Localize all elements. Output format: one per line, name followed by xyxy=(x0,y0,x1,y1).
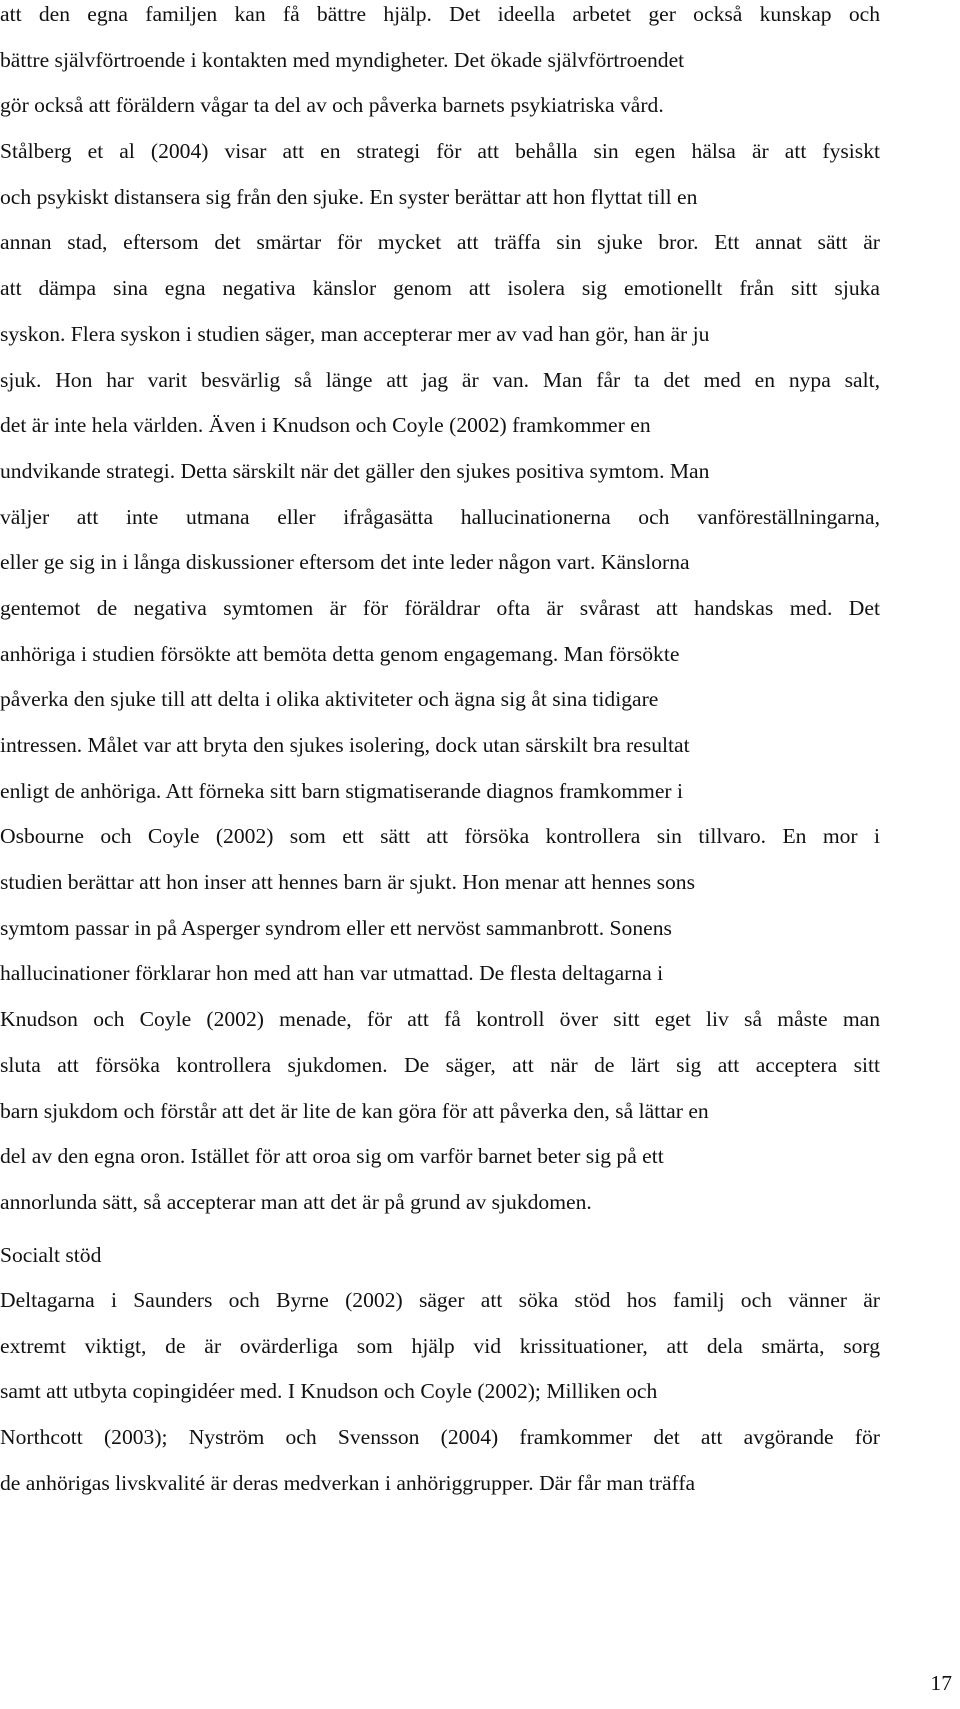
text-line: barn sjukdom och förstår att det är lite de kan göra för att påverka den, så lättar en xyxy=(0,1098,709,1123)
text-line: extremt viktigt, de är ovärderliga som hjälp vid krissituationer, att dela smärta, sorg xyxy=(0,1333,880,1358)
text-line: annan stad, eftersom det smärtar för mycket att träffa sin sjuke bror. Ett annat sätt är xyxy=(0,230,880,255)
text-line: att dämpa sina egna negativa känslor genom att isolera sig emotionellt från sitt sjuka xyxy=(0,276,880,301)
text-line: annorlunda sätt, så accepterar man att det är på grund av sjukdomen. xyxy=(0,1189,592,1214)
text-line: gentemot de negativa symtomen är för föräldrar ofta är svårast att handskas med. Det xyxy=(0,595,880,620)
text-line: del av den egna oron. Istället för att oroa sig om varför barnet beter sig på ett xyxy=(0,1144,664,1169)
text-line: syskon. Flera syskon i studien säger, man accepterar mer av vad han gör, han är ju xyxy=(0,321,710,346)
text-line: det är inte hela världen. Även i Knudson och Coyle (2002) framkommer en xyxy=(0,413,651,438)
body-paragraph-social-support xyxy=(0,1278,880,1506)
text-line: samt att utbyta copingidéer med. I Knudson och Coyle (2002); Milliken och xyxy=(0,1379,658,1404)
text-line: Osbourne och Coyle (2002) som ett sätt att försöka kontrollera sin tillvaro. En mor i xyxy=(0,824,880,849)
text-line: anhöriga i studien försökte att bemöta detta genom engagemang. Man försökte xyxy=(0,641,680,666)
text-line: påverka den sjuke till att delta i olika aktiviteter och ägna sig åt sina tidigare xyxy=(0,687,659,712)
text-line: undvikande strategi. Detta särskilt när det gäller den sjukes positiva symtom. Man xyxy=(0,458,710,483)
text-line: bättre självförtroende i kontakten med myndigheter. Det ökade självförtroendet xyxy=(0,47,685,72)
text-line: Northcott (2003); Nyström och Svensson (2004) framkommer det att avgörande för xyxy=(0,1425,880,1450)
text-line: symtom passar in på Asperger syndrom eller ett nervöst sammanbrott. Sonens xyxy=(0,915,672,940)
text-line: Deltagarna i Saunders och Byrne (2002) säger att söka stöd hos familj och vänner är xyxy=(0,1288,880,1312)
page-number: 17 xyxy=(930,1671,952,1695)
text-line: gör också att föräldern vågar ta del av och påverka barnets psykiatriska vård. xyxy=(0,93,664,118)
text-line: hallucinationer förklarar hon med att han var utmattad. De flesta deltagarna i xyxy=(0,961,664,986)
text-line: och psykiskt distansera sig från den sjuke. En syster berättar att hon flyttat till en xyxy=(0,184,698,209)
section-heading: Socialt stöd xyxy=(0,1243,102,1267)
text-line: sjuk. Hon har varit besvärlig så länge att jag är van. Man får ta det med en nypa salt, xyxy=(0,367,880,392)
text-line: väljer att inte utmana eller ifrågasätta hallucinationerna och vanföreställningarna, xyxy=(0,504,880,529)
text-line: intressen. Målet var att bryta den sjukes isolering, dock utan särskilt bra resultat xyxy=(0,733,690,757)
text-line: de anhörigas livskvalité är deras medverkan i anhöriggrupper. Där får man träffa xyxy=(0,1470,696,1495)
text-line: Knudson och Coyle (2002) menade, för att få kontroll över sitt eget liv så måste man xyxy=(0,1007,880,1032)
text-line: eller ge sig in i långa diskussioner eftersom det inte leder någon vart. Känslorna xyxy=(0,550,690,575)
text-line: att den egna familjen kan få bättre hjälp. Det ideella arbetet ger också kunskap och xyxy=(0,2,880,26)
text-line: studien berättar att hon inser att hennes barn är sjukt. Hon menar att hennes sons xyxy=(0,870,696,895)
text-line: Stålberg et al (2004) visar att en strategi för att behålla sin egen hälsa är att fysiskt xyxy=(0,139,880,164)
text-line: sluta att försöka kontrollera sjukdomen. De säger, att när de lärt sig att acceptera sitt xyxy=(0,1052,880,1077)
text-line: enligt de anhöriga. Att förneka sitt barn stigmatiserande diagnos framkommer i xyxy=(0,778,684,803)
